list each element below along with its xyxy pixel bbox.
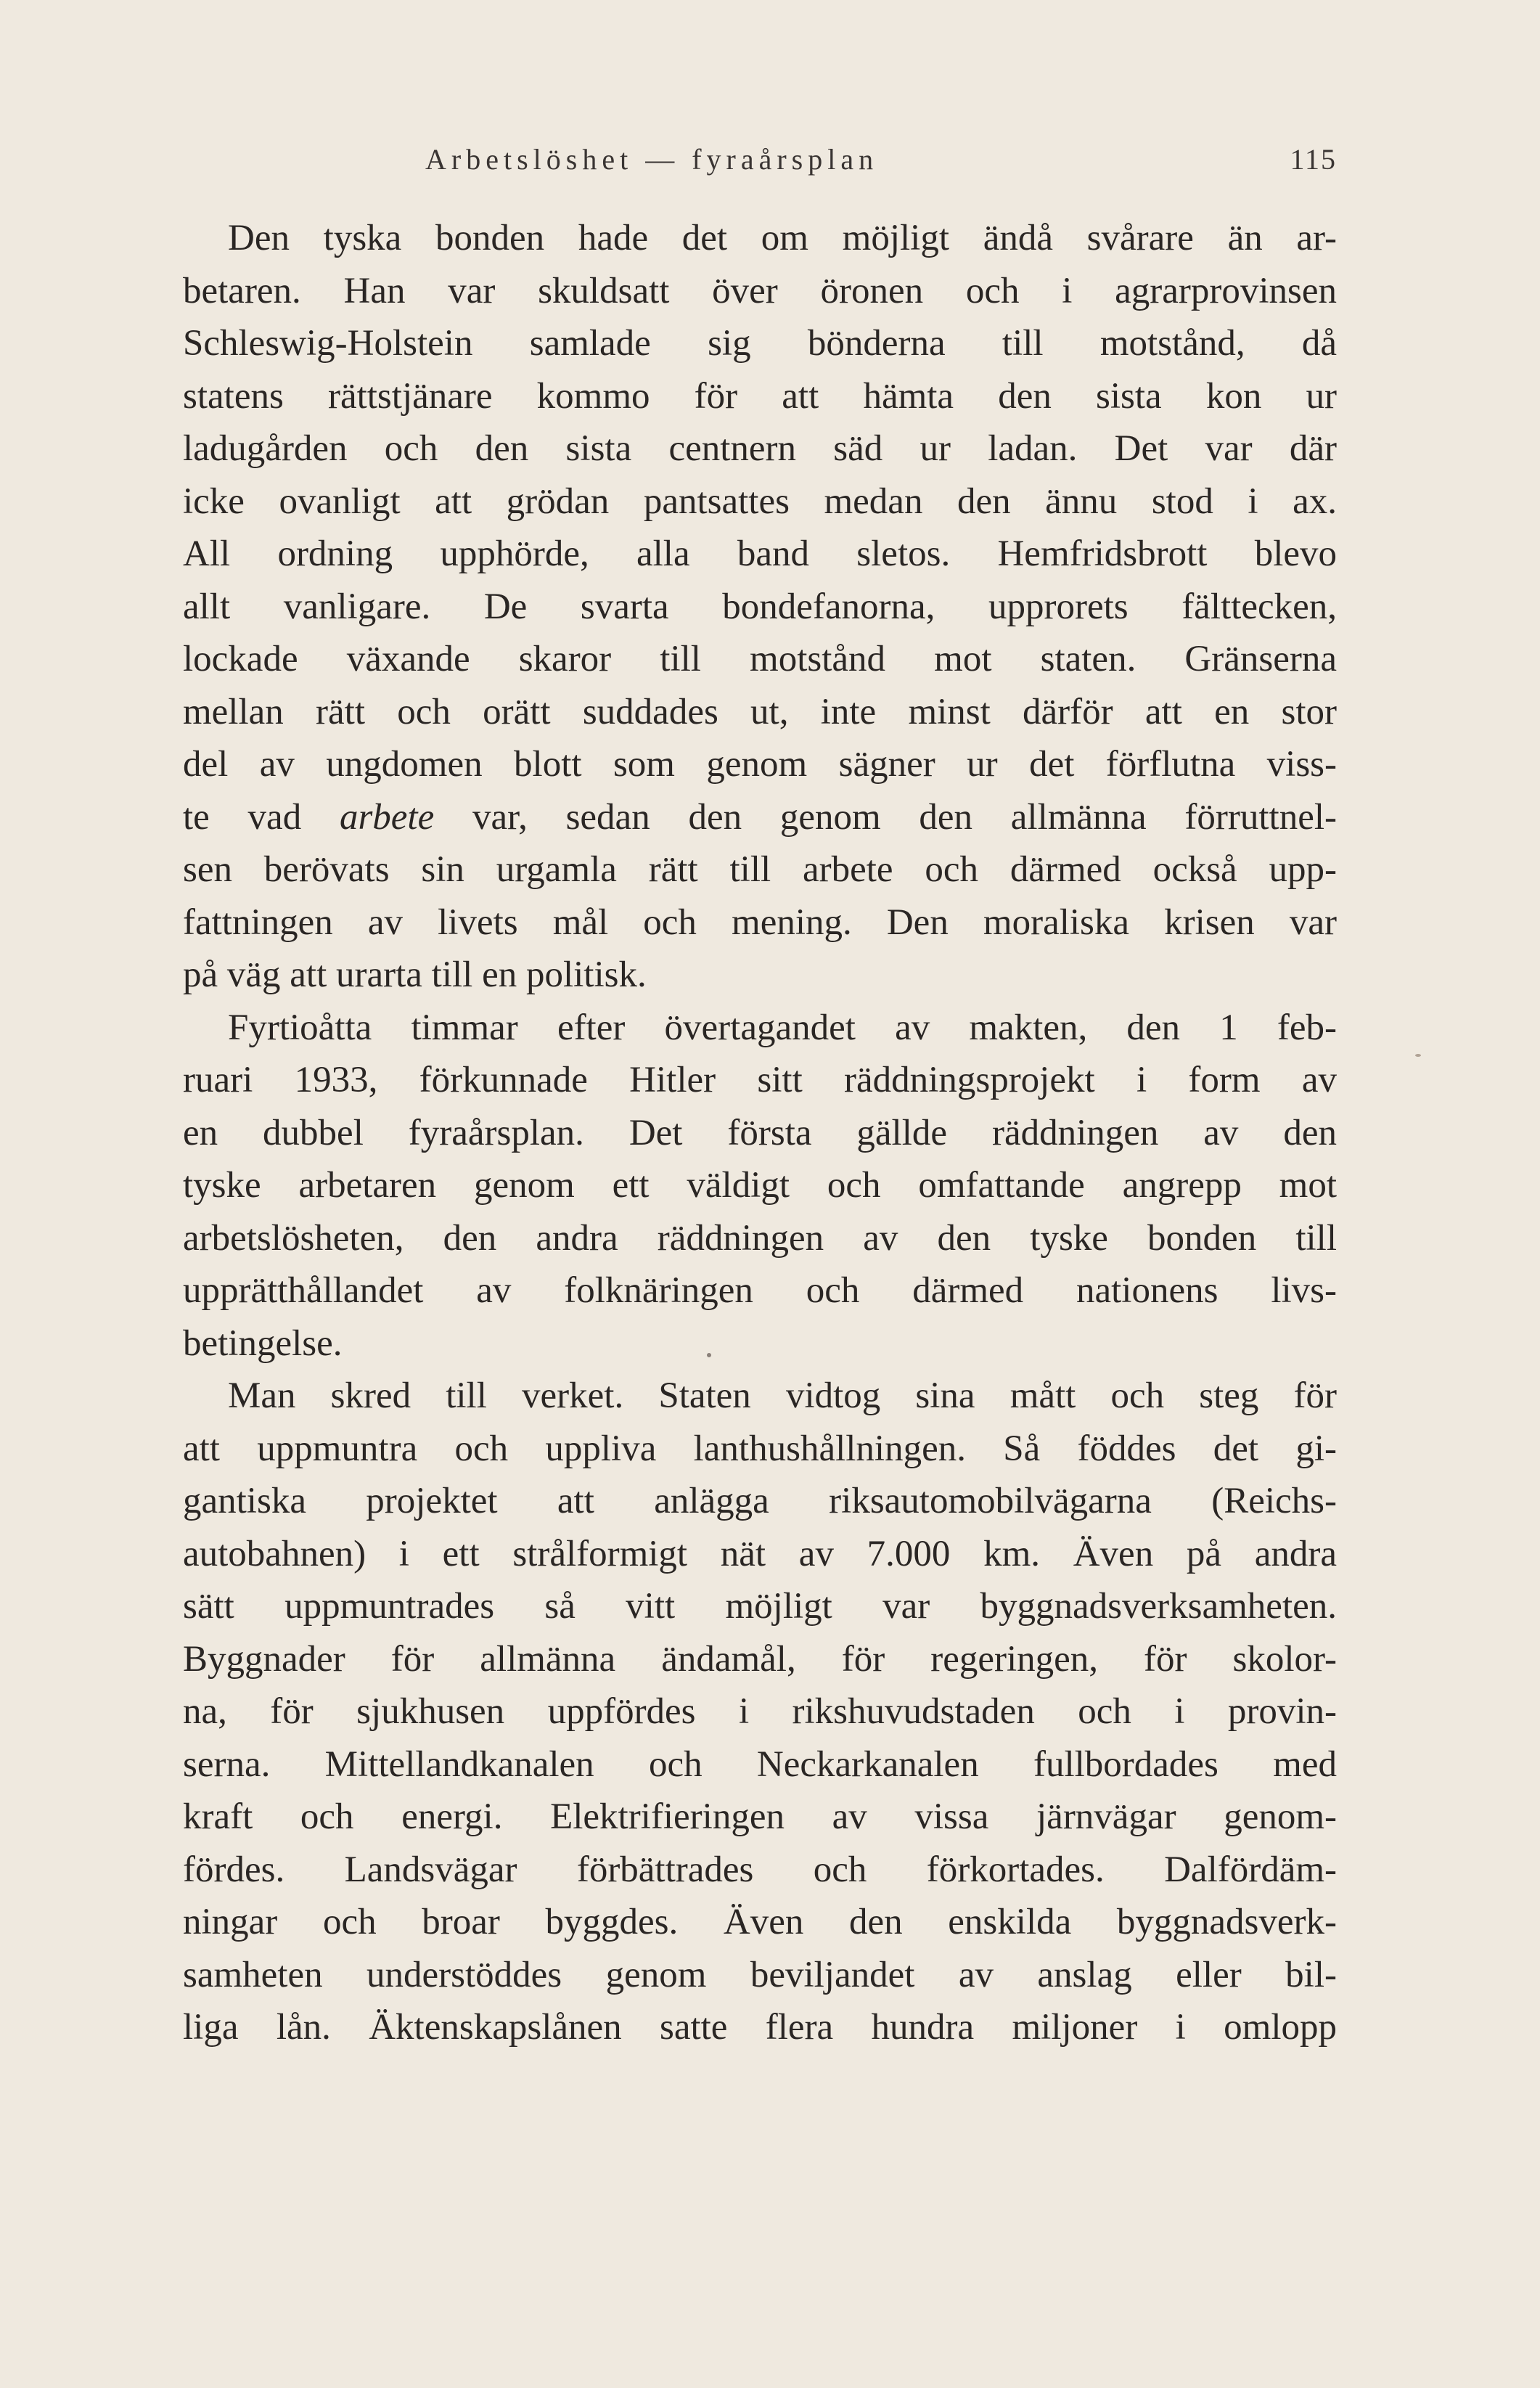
- text-line: gantiska projektet att anlägga riksautomobilvägarna (Reichs-: [183, 1481, 1337, 1521]
- text-line: en dubbel fyraårsplan. Det första gällde räddningen av den: [183, 1112, 1337, 1153]
- paragraph-1: [138, 212, 1337, 1002]
- text-line: ruari 1933, förkunnade Hitler sitt räddningsprojekt i form av: [183, 1060, 1337, 1100]
- text-line: autobahnen) i ett strålformigt nät av 7.000 km. Även på andra: [183, 1533, 1337, 1574]
- text-line: del av ungdomen blott som genom sägner ur det förflutna viss-: [183, 744, 1337, 785]
- line-segment: var, sedan den genom den allmänna förruttnel-: [472, 796, 1337, 838]
- text-line: serna. Mittellandkanalen och Neckarkanalen fullbordades med: [183, 1743, 1337, 1785]
- text-line: betingelse.: [183, 1322, 343, 1364]
- text-line: Byggnader för allmänna ändamål, för regeringen, för skolor-: [183, 1638, 1337, 1680]
- text-line-with-italic: [138, 791, 1337, 844]
- paper-speck: [707, 1353, 711, 1357]
- text-line: upprätthållandet av folknäringen och därmed nationens livs-: [183, 1270, 1337, 1311]
- text-line: All ordning upphörde, alla band sletos. Hemfridsbrott blevo: [183, 533, 1337, 574]
- paragraph-2: [138, 1002, 1337, 1370]
- text-line: betaren. Han var skuldsatt över öronen och i agrarprovinsen: [183, 270, 1337, 311]
- text-line: fördes. Landsvägar förbättrades och förkortades. Dalfördäm-: [183, 1849, 1337, 1890]
- text-line: sätt uppmuntrades så vitt möjligt var byggnadsverksamheten.: [183, 1586, 1337, 1627]
- text-line: statens rättstjänare kommo för att hämta den sista kon ur: [183, 375, 1337, 417]
- text-line: na, för sjukhusen uppfördes i rikshuvudstaden och i provin-: [183, 1691, 1337, 1732]
- text-line: sen berövats sin urgamla rätt till arbete och därmed också upp-: [183, 849, 1337, 890]
- text-line: icke ovanligt att grödan pantsattes medan den ännu stod i ax.: [183, 481, 1337, 522]
- page-number: 115: [1290, 143, 1337, 176]
- text-line: Den tyska bonden hade det om möjligt ändå svårare än ar-: [228, 218, 1337, 258]
- text-line: arbetslösheten, den andra räddningen av den tyske bonden till: [183, 1217, 1337, 1259]
- text-line: lockade växande skaror till motstånd mot staten. Gränserna: [183, 639, 1337, 679]
- text-line: på väg att urarta till en politisk.: [183, 954, 647, 995]
- text-line: kraft och energi. Elektrifieringen av vissa järnvägar genom-: [183, 1796, 1337, 1837]
- running-head: [425, 142, 1337, 186]
- text-line: ningar och broar byggdes. Även den enskilda byggnadsverk-: [183, 1902, 1337, 1942]
- running-title: Arbetslöshet — fyraårsplan: [425, 143, 879, 176]
- body-text: [138, 212, 1337, 2054]
- text-line: samheten understöddes genom beviljandet av anslag eller bil-: [183, 1954, 1337, 1995]
- text-line: tyske arbetaren genom ett väldigt och omfattande angrepp mot: [183, 1165, 1337, 1206]
- text-line: ladugården och den sista centnern säd ur ladan. Det var där: [183, 428, 1337, 469]
- paragraph-3: [138, 1370, 1337, 2054]
- text-line: Schleswig-Holstein samlade sig bönderna till motstånd, då: [183, 323, 1337, 364]
- text-line: Fyrtioåtta timmar efter övertagandet av makten, den 1 feb-: [228, 1007, 1337, 1048]
- text-line: liga lån. Äktenskapslånen satte flera hundra miljoner i omlopp: [183, 2007, 1337, 2048]
- italic-word: arbete: [339, 796, 435, 838]
- text-line: Man skred till verket. Staten vidtog sina mått och steg för: [228, 1375, 1337, 1416]
- text-line: allt vanligare. De svarta bondefanorna, upprorets fälttecken,: [183, 586, 1337, 627]
- text-line: att uppmuntra och uppliva lanthushållningen. Så föddes det gi-: [183, 1428, 1337, 1469]
- paper-speck: [1415, 1054, 1421, 1057]
- line-segment: te vad: [183, 796, 302, 838]
- text-line: mellan rätt och orätt suddades ut, inte minst därför att en stor: [183, 691, 1337, 732]
- text-line: fattningen av livets mål och mening. Den moraliska krisen var: [183, 901, 1337, 943]
